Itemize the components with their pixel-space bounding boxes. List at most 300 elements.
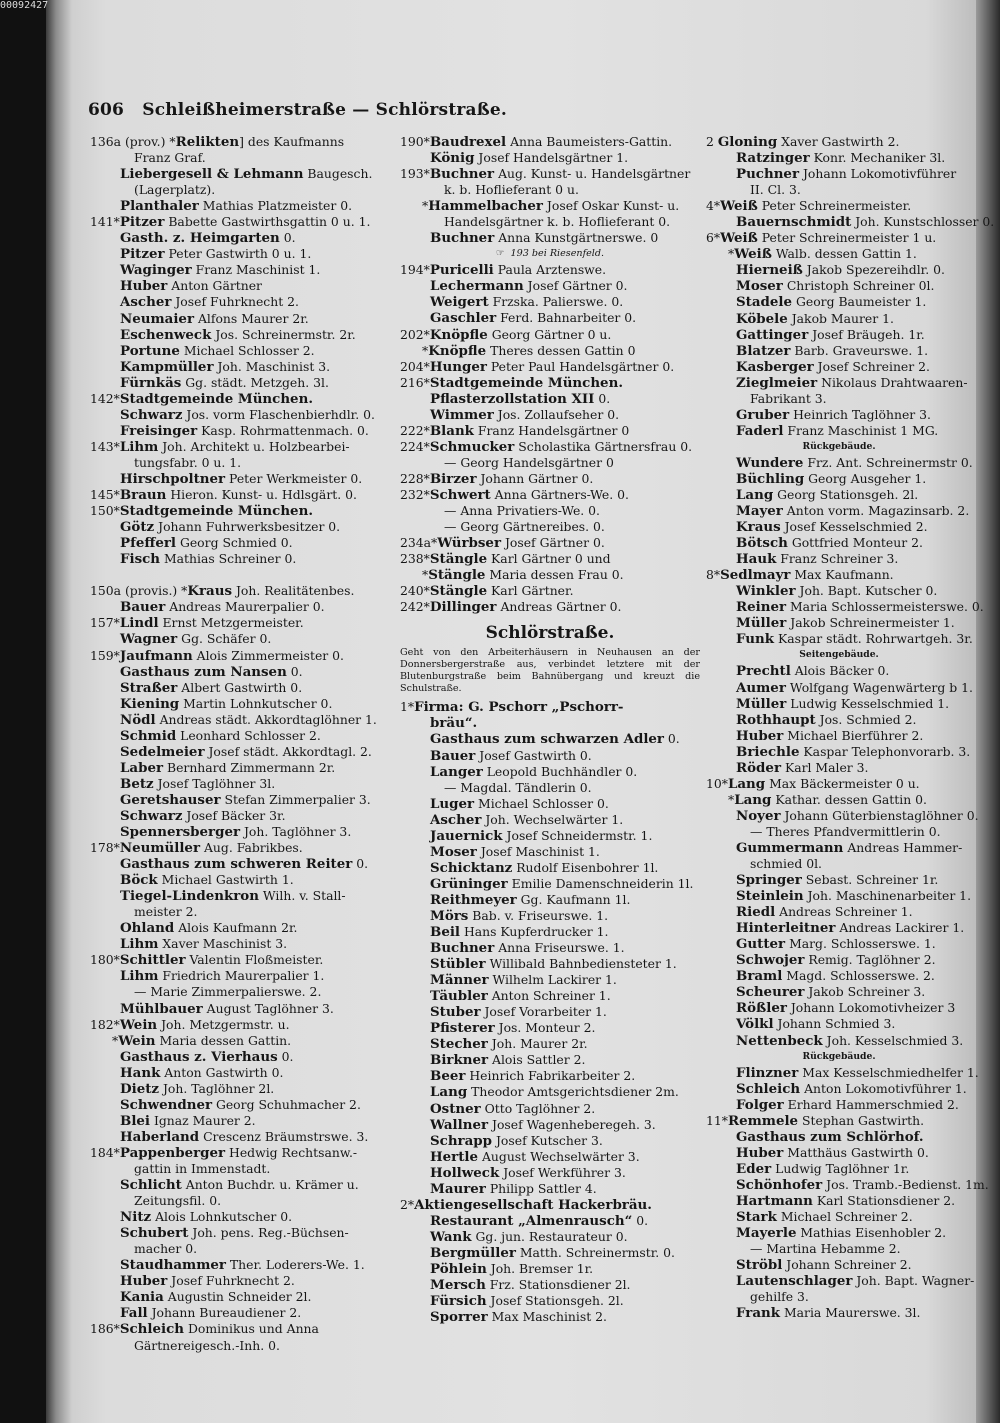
directory-entry (706, 1305, 972, 1321)
entry-details: Johann Lokomotivheizer 3 (786, 1000, 956, 1016)
entry-details: Joh. Maurer 2r. (487, 1036, 588, 1052)
resident-name: Sedlmayr (720, 567, 791, 584)
resident-name: Puchner (736, 166, 800, 183)
entry-details: ] des Kaufmanns (239, 134, 345, 149)
directory-entry (400, 567, 700, 583)
entry-details: Josef Maschinist 1. (476, 843, 600, 859)
entry-details: Andreas Gärtner 0. (496, 599, 622, 615)
resident-name: Stängle (429, 583, 488, 600)
resident-name: Nödl (120, 711, 156, 728)
entry-details: Magd. Schlosserswe. 2. (782, 968, 935, 984)
resident-name: Neumüller (119, 840, 201, 857)
directory-entry (706, 214, 995, 231)
directory-entry (706, 230, 972, 246)
entry-details: Josef Kesselschmied 2. (780, 519, 928, 535)
directory-entry (706, 471, 972, 487)
entry-details: Andreas Maurerpalier 0. (165, 599, 325, 615)
entry-details: Martin Lohnkutscher 0. (179, 695, 333, 711)
entry-details: Andreas Lackirer 1. (835, 920, 965, 936)
entry-details: Anton Buchdr. u. Krämer u. (181, 1177, 359, 1193)
directory-entry (706, 663, 972, 679)
resident-name: Pappenberger (119, 1144, 226, 1161)
entry-details: Max Kaufmann. (790, 567, 894, 583)
entry-details: Jakob Schreinermeister 1. (786, 615, 955, 631)
entry-details: 0. (352, 856, 369, 872)
resident-name: Geretshauser (120, 791, 221, 808)
house-number: * (728, 246, 735, 262)
resident-name: Schittler (119, 952, 186, 969)
resident-name: Blei (120, 1112, 151, 1129)
house-number: 4* (706, 198, 721, 214)
entry-details: Leopold Buchhändler 0. (482, 763, 638, 779)
directory-entry (90, 1338, 390, 1354)
directory-entry (90, 1081, 390, 1097)
resident-name: Mersch (430, 1277, 486, 1294)
resident-name: Schmid (120, 727, 177, 744)
resident-name: Gummermann (736, 839, 844, 856)
entry-details: Alois Lohnkutscher 0. (151, 1209, 293, 1225)
entry-details: gattin in Immenstadt. (134, 1161, 271, 1176)
entry-details: Josef Bräugeh. 1r. (808, 326, 925, 342)
directory-entry (400, 487, 700, 503)
entry-details: 0. (286, 663, 303, 679)
entry-details: Ther. Loderers-We. 1. (225, 1257, 365, 1273)
directory-entry (706, 503, 972, 519)
entry-details: 0. (663, 731, 680, 747)
directory-entry (706, 1257, 972, 1273)
house-number: * (728, 791, 735, 807)
resident-name: Fürnkäs (120, 374, 182, 391)
entry-details: Handelsgärtner k. b. Hoflieferant 0. (444, 214, 671, 230)
directory-entry (706, 1097, 972, 1113)
directory-entry (706, 1209, 972, 1225)
resident-name: Springer (736, 872, 802, 889)
directory-entry (706, 599, 984, 616)
resident-name: Hierneiß (736, 262, 803, 279)
entry-details: Josef Schneidermstr. 1. (502, 827, 653, 843)
directory-entry (400, 1165, 700, 1181)
resident-name: Weiß (720, 230, 758, 247)
house-number: 10* (706, 775, 728, 791)
entry-details: Karl Maler 3. (781, 759, 869, 775)
entry-details: Josef Stationsgeh. 2l. (486, 1293, 624, 1309)
entry-details: Sebast. Schreiner 1r. (801, 872, 939, 888)
directory-entry (90, 1193, 390, 1209)
directory-entry (90, 278, 390, 294)
running-title: Schleißheimerstraße — Schlörstraße. (142, 100, 507, 120)
house-number: * (422, 567, 429, 583)
entry-details: Johann Güterbienstaglöhner 0. (780, 807, 979, 823)
resident-name: Lang (727, 775, 766, 792)
directory-entry (706, 1225, 972, 1241)
subheading-seitengebaeude: Seitengebäude. (799, 649, 879, 661)
resident-name: Gutter (736, 936, 786, 953)
entry-details: Frzska. Palierswe. 0. (488, 294, 624, 310)
resident-name: Pitzer (119, 214, 165, 231)
directory-entry (90, 696, 390, 712)
entry-list (400, 262, 700, 615)
resident-name: Moser (736, 278, 783, 295)
entry-details: Alois Zimmermeister 0. (192, 647, 344, 663)
entry-details: Johann Schreiner 2. (782, 1257, 912, 1273)
resident-name: Hartmann (736, 1192, 813, 1209)
resident-name: Mayer (736, 503, 783, 520)
entry-details: August Wechselwärter 3. (478, 1148, 640, 1164)
entry-details: Franz Handelsgärtner 0 (473, 422, 630, 438)
resident-name: Haberland (120, 1128, 200, 1145)
resident-name: Schlicht (120, 1177, 182, 1194)
house-number: 145* (90, 487, 120, 503)
resident-name: Portune (120, 342, 180, 359)
resident-name: Grüninger (430, 875, 508, 892)
resident-name: Luger (430, 795, 475, 812)
resident-name: Rößler (736, 1000, 787, 1017)
entry-details: Xaver Maschinist 3. (158, 936, 288, 952)
entry-details: Johann Gärtner 0. (476, 470, 594, 486)
directory-entry (706, 182, 972, 198)
resident-name: Waginger (120, 262, 192, 279)
directory-entry (706, 631, 972, 647)
house-number: * (112, 1032, 119, 1048)
resident-name: Birkner (430, 1052, 489, 1069)
entry-details: Joh. Kesselschmied 3. (822, 1032, 964, 1048)
directory-entry (706, 391, 972, 407)
entry-details: Johann Lokomotivführer (799, 166, 957, 182)
resident-name: Müller (736, 615, 787, 632)
entry-details: Mathias Eisenhobler 2. (796, 1225, 947, 1241)
resident-name: Pitzer (120, 246, 165, 263)
entry-details: Fabrikant 3. (750, 390, 827, 406)
directory-entry (400, 1229, 700, 1245)
directory-entry (706, 327, 972, 343)
house-number: 11* (706, 1112, 728, 1128)
directory-entry (90, 1241, 390, 1257)
directory-entry (90, 1049, 390, 1065)
resident-name: Maurer (430, 1180, 486, 1197)
entry-list (90, 134, 390, 1354)
directory-entry (706, 807, 979, 824)
house-number: 182* (90, 1016, 120, 1032)
directory-entry (90, 166, 390, 182)
column-3 (706, 134, 995, 1322)
entry-details: Maria Maurerswe. 3l. (780, 1305, 921, 1321)
directory-entry (90, 968, 390, 984)
resident-name: Birzer (429, 470, 477, 487)
directory-entry (706, 294, 972, 310)
resident-name: Staudhammer (120, 1257, 226, 1274)
entry-details: (Lagerplatz). (134, 182, 216, 198)
directory-entry (90, 471, 390, 487)
directory-entry (90, 680, 390, 696)
resident-name: Kasberger (736, 358, 814, 375)
directory-entry (400, 583, 700, 599)
resident-name: Kania (120, 1289, 164, 1306)
directory-entry (706, 535, 972, 551)
entry-details: Peter Schreinermeister. (757, 198, 912, 214)
entry-details: Jakob Schreiner 3. (804, 984, 926, 1000)
resident-name: Gloning (717, 134, 778, 150)
resident-name: Bötsch (736, 535, 788, 552)
entry-details: Anton Gastwirth 0. (160, 1064, 284, 1080)
directory-entry (90, 936, 390, 952)
entry-details: Anton Lokomotivführer 1. (800, 1080, 967, 1096)
entry-details: Emilie Damenschneiderin 1l. (507, 875, 694, 891)
directory-entry (400, 892, 700, 908)
directory-entry (400, 375, 700, 391)
directory-entry (706, 166, 972, 182)
directory-entry (706, 936, 972, 952)
resident-name: Restaurant „Almenrausch“ (430, 1212, 633, 1229)
entry-details: Frz. Stationsdiener 2l. (485, 1277, 631, 1293)
directory-entry (400, 828, 700, 844)
entry-details: Theres dessen Gattin 0 (486, 342, 636, 358)
directory-entry (400, 214, 700, 230)
resident-name: Stübler (430, 956, 486, 973)
directory-entry (400, 439, 700, 455)
directory-entry (90, 214, 390, 230)
resident-name: Ostner (430, 1100, 481, 1117)
entry-details: Joh. Taglöhner 2l. (159, 1080, 275, 1096)
resident-name: Pfefferl (120, 535, 177, 552)
directory-entry (706, 615, 972, 631)
resident-name: Pöhlein (430, 1261, 487, 1277)
entry-details: Jos. vorm Flaschenbierhdlr. 0. (182, 406, 375, 422)
directory-entry (706, 840, 972, 856)
directory-entry (90, 904, 390, 920)
directory-entry (90, 1209, 390, 1225)
resident-name: Gasth. z. Heimgarten (120, 230, 280, 247)
resident-name: Völkl (736, 1016, 774, 1033)
entry-details: Philipp Sattler 4. (485, 1180, 597, 1196)
directory-entry (706, 1161, 972, 1177)
directory-entry (400, 956, 700, 972)
house-number: 194* (400, 262, 430, 278)
resident-name: Stadtgemeinde München. (429, 374, 623, 391)
directory-entry (90, 311, 390, 327)
resident-name: Braun (119, 487, 167, 504)
house-number: 204* (400, 358, 430, 374)
directory-entry (90, 150, 390, 166)
house-number: 232* (400, 486, 430, 502)
street-heading: Schlörstraße. (485, 623, 615, 644)
directory-entry (400, 972, 700, 988)
resident-name: Hollweck (430, 1164, 500, 1181)
entry-details: Michael Schlosser 0. (474, 795, 609, 811)
directory-entry (90, 1113, 390, 1129)
entry-details: Peter Schreinermeister 1 u. (757, 230, 937, 246)
directory-entry (400, 1036, 700, 1052)
resident-name: Huber (120, 1273, 168, 1290)
entry-details: Wilhelm Lackirer 1. (488, 972, 617, 988)
house-number: 143* (90, 438, 120, 454)
directory-entry (400, 796, 700, 812)
house-number: 1* (400, 699, 415, 715)
directory-entry (90, 1257, 390, 1273)
directory-entry (706, 1241, 972, 1257)
resident-name: Betz (120, 775, 154, 792)
entry-details: Leonhard Schlosser 2. (176, 727, 321, 743)
entry-details: Michael Schreiner 2. (776, 1209, 913, 1224)
entry-details: — Theres Pfandvermittlerin 0. (750, 823, 941, 839)
entry-details: Hans Kupferdrucker 1. (460, 924, 609, 940)
directory-entry (90, 134, 390, 150)
resident-name: Kraus (736, 519, 781, 536)
entry-details: Bab. v. Friseurswe. 1. (468, 907, 609, 923)
entry-details: Matth. Schreinermstr. 0. (515, 1244, 675, 1260)
directory-entry (90, 792, 390, 808)
resident-name: Buchner (430, 230, 495, 247)
entry-details: Gottfried Monteur 2. (787, 535, 923, 551)
directory-entry (400, 860, 700, 876)
resident-name: Reithmeyer (430, 891, 517, 908)
entry-details: Georg Schuhmacher 2. (212, 1096, 361, 1112)
house-number: 6* (706, 230, 721, 246)
directory-entry (400, 1213, 700, 1229)
subheading-rueckgebaeude-2: Rückgebäude. (802, 1050, 876, 1062)
entry-details: Rudolf Eisenbohrer 1l. (512, 859, 659, 875)
directory-entry (400, 1309, 700, 1325)
directory-entry (706, 888, 972, 904)
entry-list (706, 454, 984, 648)
entry-details: Willibald Bahnbediensteter 1. (485, 956, 677, 972)
entry-details: — Martina Hebamme 2. (750, 1241, 901, 1257)
resident-name: Reiner (736, 599, 787, 616)
directory-entry (400, 699, 700, 715)
entry-details: Alois Bäcker 0. (790, 663, 890, 679)
directory-entry (400, 1133, 700, 1149)
resident-name: Weigert (430, 294, 489, 311)
resident-name: Schrapp (430, 1132, 493, 1149)
directory-entry (90, 423, 390, 439)
entry-details: Wolfgang Wagenwärterg b 1. (785, 679, 973, 695)
resident-name: Straßer (120, 679, 178, 696)
directory-entry (90, 519, 390, 535)
resident-name: Pflasterzollstation XII (430, 390, 595, 407)
directory-entry (400, 551, 700, 567)
resident-name: König (430, 150, 475, 167)
directory-entry (400, 294, 700, 310)
entry-details: Paula Arztenswe. (493, 262, 607, 278)
resident-name: Noyer (736, 807, 781, 824)
entry-details: Josef Wagenheberegeh. 3. (488, 1116, 656, 1132)
entry-details: Albert Gastwirth 0. (177, 679, 303, 695)
resident-name: Gasthaus zum Nansen (120, 663, 287, 680)
directory-entry (706, 696, 972, 712)
resident-name: Knöpfle (428, 342, 487, 359)
directory-entry (400, 327, 700, 343)
entry-details: Josef Taglöhner 3l. (153, 775, 276, 791)
entry-details: Joh. Wechselwärter 1. (481, 811, 624, 827)
resident-name: Schönhofer (736, 1176, 823, 1193)
entry-details: Josef Fuhrknecht 2. (167, 1273, 295, 1289)
entry-details: Babette Gastwirthsgattin 0 u. 1. (164, 214, 371, 230)
entry-details: Gg. Schäfer 0. (177, 631, 272, 647)
entry-details: Konr. Mechaniker 3l. (809, 150, 946, 166)
entry-details: Josef Fuhrknecht 2. (171, 294, 299, 310)
directory-entry (706, 872, 972, 888)
entry-details: Jos. Schreinermstr. 2r. (211, 326, 356, 342)
entry-details: Karl Gärtner. (487, 583, 574, 599)
resident-name: Hinterleitner (736, 920, 836, 937)
directory-entry (400, 310, 700, 326)
directory-entry (706, 375, 972, 391)
entry-details: Georg Gärtner 0 u. (487, 326, 612, 342)
directory-entry (90, 712, 390, 728)
entry-details: macher 0. (134, 1241, 198, 1257)
resident-name: Neumaier (120, 310, 195, 327)
column-1 (90, 134, 390, 1354)
resident-name: Schwarz (120, 406, 183, 423)
entry-details: Josef Kutscher 3. (492, 1132, 603, 1148)
entry-details: Andreas Hammer- (843, 839, 963, 855)
entry-details: Josef Handelsgärtner 1. (474, 150, 629, 166)
entry-details: Josef Oskar Kunst- u. (542, 198, 680, 214)
resident-name: Sporrer (430, 1309, 488, 1326)
entry-details: Remig. Taglöhner 2. (804, 952, 936, 968)
resident-name: Hunger (429, 358, 487, 375)
house-number: 180* (90, 952, 120, 968)
entry-details: — Magdal. Tändlerin 0. (444, 779, 592, 795)
directory-entry (706, 776, 972, 792)
entry-details: 0. (279, 230, 296, 246)
entry-details: 0. (594, 390, 611, 406)
resident-name: Pfisterer (430, 1020, 495, 1037)
house-number: 193* (400, 166, 430, 182)
house-number: 240* (400, 583, 430, 599)
entry-details: Kathar. dessen Gattin 0. (771, 791, 927, 807)
entry-details: Zeitungsfil. 0. (134, 1193, 222, 1209)
resident-name: Mühlbauer (120, 1000, 203, 1017)
resident-name: Schicktanz (430, 859, 513, 876)
entry-details: Anna Friseurswe. 1. (494, 940, 625, 956)
entry-details: Josef Gärtner 0. (501, 535, 605, 551)
resident-name: Hank (120, 1064, 161, 1081)
directory-entry (706, 1064, 979, 1081)
entry-details: Heinrich Taglöhner 3. (789, 406, 931, 422)
resident-name: Funk (736, 631, 775, 648)
resident-name: Mörs (430, 907, 469, 924)
resident-name: Stecher (430, 1036, 488, 1053)
page-number: 606 (88, 100, 125, 120)
entry-details: Nikolaus Drahtwaaren- (817, 374, 968, 390)
house-number: 190* (400, 134, 430, 149)
entry-details: tungsfabr. 0 u. 1. (134, 454, 242, 470)
resident-name: Relikten (175, 134, 240, 150)
resident-name: Rothhaupt (736, 711, 816, 728)
house-number: * (422, 342, 429, 358)
resident-name: Wimmer (430, 406, 494, 423)
resident-name: Büchling (736, 470, 805, 487)
house-number: 157* (90, 615, 120, 631)
entry-details: Joh. Maschinist 3. (213, 358, 331, 374)
directory-entry (90, 1177, 390, 1193)
directory-entry (706, 519, 972, 535)
resident-name: Fisch (120, 551, 161, 568)
resident-name: Prechtl (736, 663, 791, 680)
resident-name: Lindl (119, 615, 159, 632)
entry-details: Joh. Architekt u. Holzbearbei- (158, 438, 350, 454)
resident-name: Beil (430, 924, 461, 941)
directory-entry (400, 278, 700, 294)
resident-name: Köbele (736, 310, 788, 327)
entry-details: Stefan Zimmerpalier 3. (220, 791, 371, 807)
resident-name: Remmele (727, 1112, 799, 1129)
resident-name: Stadtgemeinde München. (119, 390, 313, 407)
entry-details: Anton vorm. Magazinsarb. 2. (782, 503, 970, 519)
directory-entry (90, 1065, 390, 1081)
directory-entry (90, 631, 390, 647)
directory-entry (400, 230, 700, 246)
